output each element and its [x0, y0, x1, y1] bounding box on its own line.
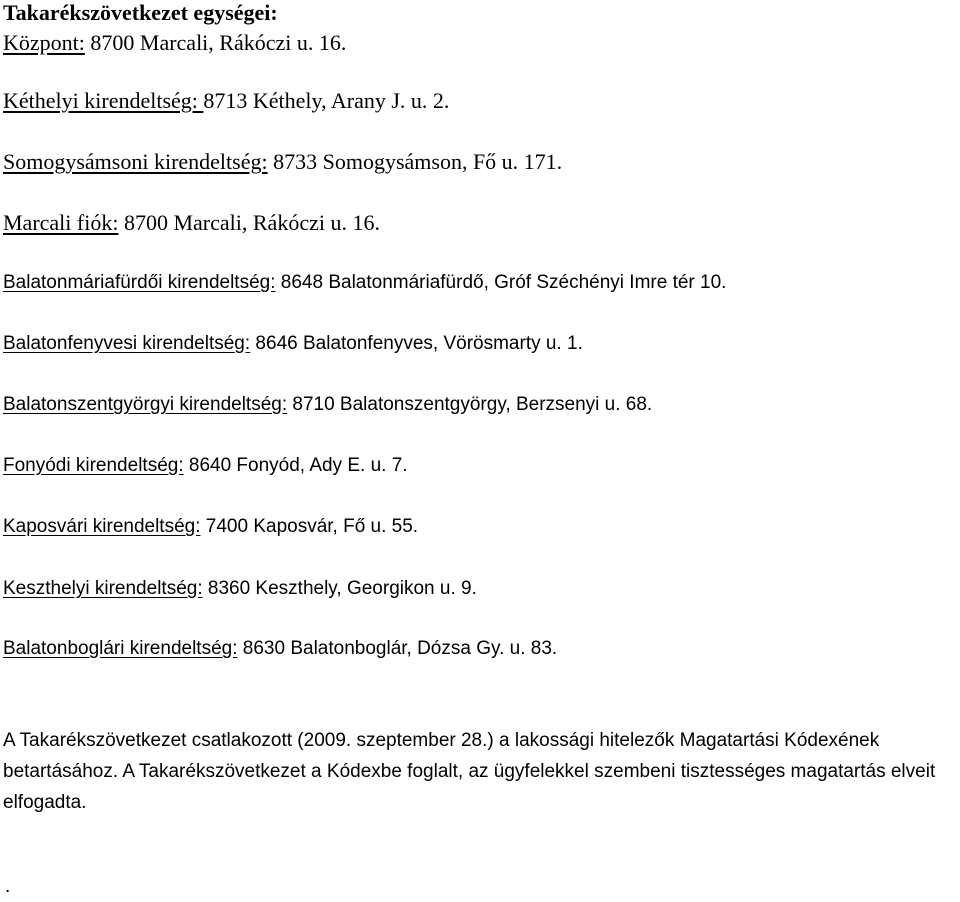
trailing-period: .	[5, 876, 11, 897]
branch-label: Kaposvári kirendeltség:	[3, 516, 201, 537]
branch-line-marcali-fiok	[3, 210, 380, 236]
branch-address: 8360 Keszthely, Georgikon u. 9.	[202, 578, 477, 599]
branch-address: 8630 Balatonboglár, Dózsa Gy. u. 83.	[237, 638, 558, 659]
code-of-conduct-paragraph: A Takarékszövetkezet csatlakozott (2009. szeptember 28.) a lakossági hitelezők Magatartási Kódexének betartásához. A Takarékszövetkezet a Kódexbe foglalt, az ügyfelekkel szembeni tisztességes magatartás elveit elfogadta.	[3, 730, 936, 813]
branch-line-balatonfenyves	[3, 331, 583, 357]
branch-label: Kéthelyi kirendeltség:	[3, 88, 204, 113]
branch-address: 8648 Balatonmáriafürdő, Gróf Széchényi Imre tér 10.	[275, 272, 727, 293]
branch-address: 8700 Marcali, Rákóczi u. 16.	[84, 30, 347, 55]
branch-line-balatonboglar	[3, 636, 557, 662]
branch-address: 8710 Balatonszentgyörgy, Berzsenyi u. 68.	[287, 394, 653, 415]
branch-label: Somogysámsoni kirendeltség:	[3, 149, 268, 174]
branch-label: Központ:	[3, 30, 85, 55]
branch-label: Balatonboglári kirendeltség:	[3, 638, 238, 659]
branch-label: Marcali fiók:	[3, 210, 119, 235]
branch-line-kaposvar	[3, 514, 418, 540]
branch-line-balatonmariafurdo	[3, 270, 726, 296]
branch-line-keszthely	[3, 576, 477, 602]
branch-line-kethely	[3, 88, 449, 114]
branch-label: Keszthelyi kirendeltség:	[3, 578, 203, 599]
branch-address: 7400 Kaposvár, Fő u. 55.	[200, 516, 419, 537]
branch-line-fonyod	[3, 453, 408, 479]
branch-label: Balatonfenyvesi kirendeltség:	[3, 333, 251, 354]
branch-address: 8700 Marcali, Rákóczi u. 16.	[118, 210, 380, 235]
branch-line-balatonszentgyorgy	[3, 392, 652, 418]
branch-address: 8733 Somogysámson, Fő u. 171.	[267, 149, 563, 174]
branch-label: Balatonmáriafürdői kirendeltség:	[3, 272, 276, 293]
branch-address: 8640 Fonyód, Ady E. u. 7.	[183, 455, 408, 476]
branch-label: Balatonszentgyörgyi kirendeltség:	[3, 394, 288, 415]
branch-line-somogysamson	[3, 149, 562, 175]
branch-address: 8713 Kéthely, Arany J. u. 2.	[203, 88, 450, 113]
branch-label: Fonyódi kirendeltség:	[3, 455, 184, 476]
branch-line-kozpont	[3, 30, 346, 56]
page-heading: Takarékszövetkezet egységei:	[3, 0, 278, 25]
branch-address: 8646 Balatonfenyves, Vörösmarty u. 1.	[250, 333, 583, 354]
